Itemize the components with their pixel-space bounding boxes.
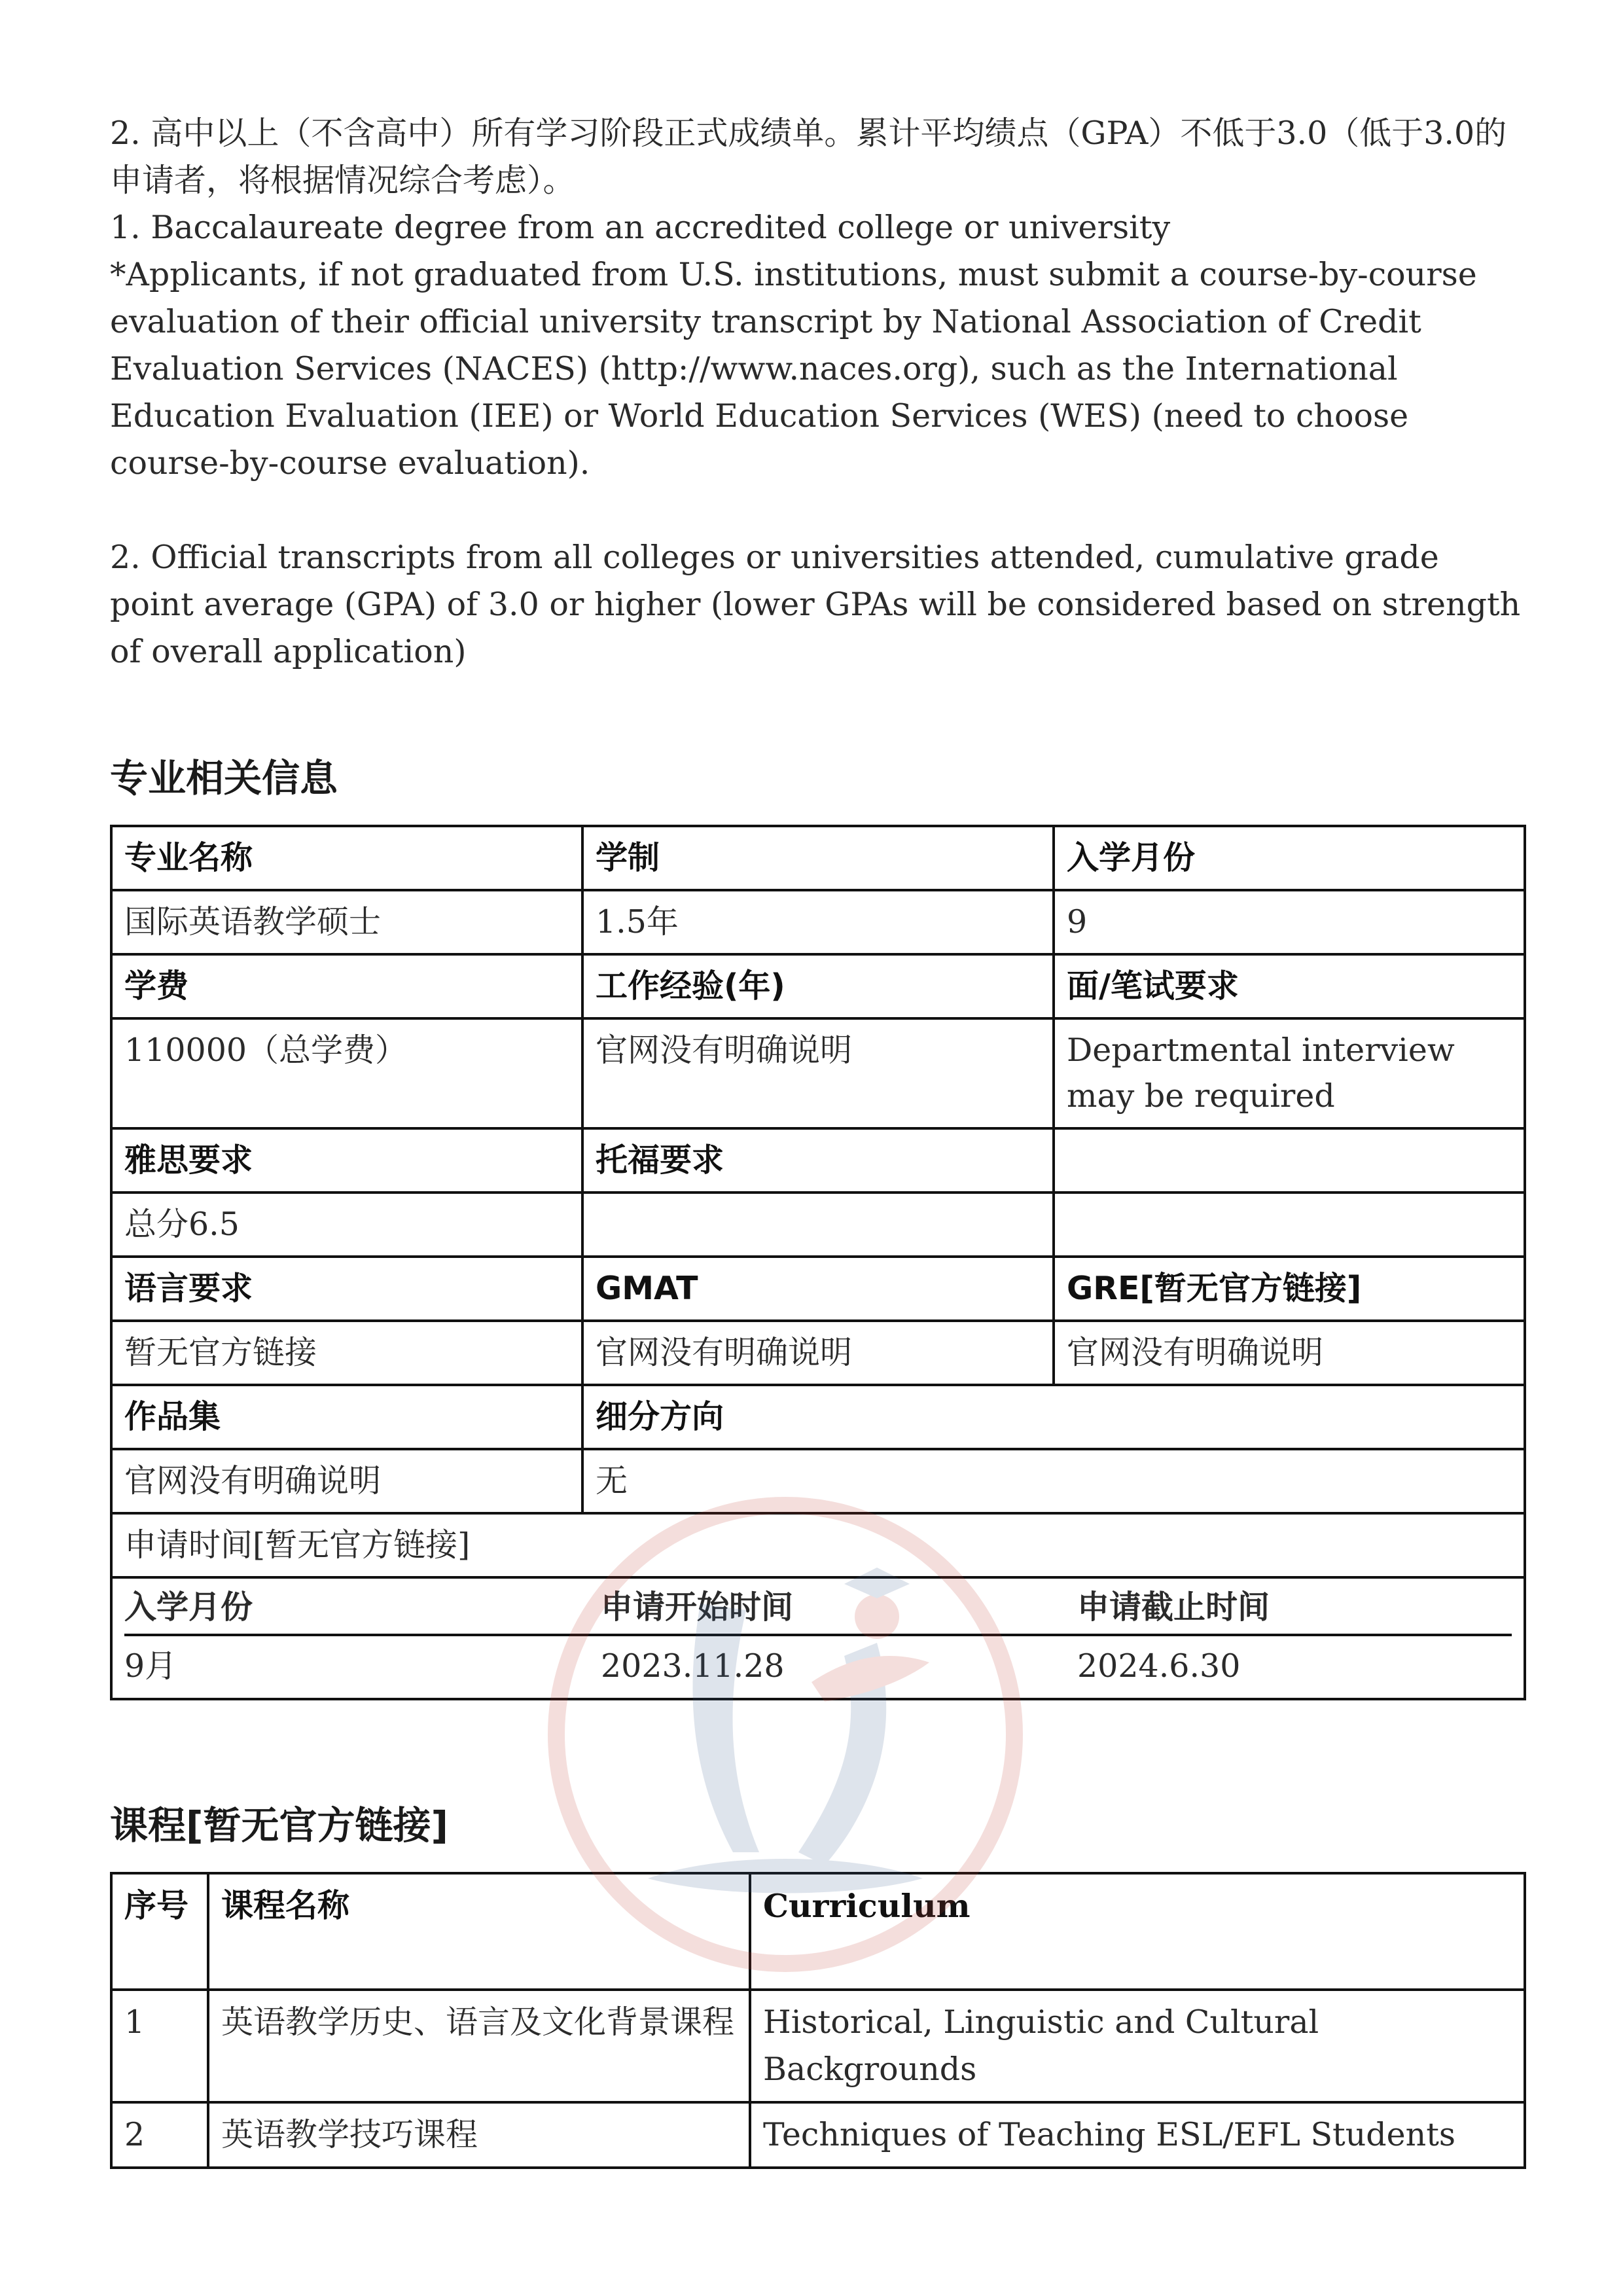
value-subdirection: 无	[582, 1449, 1525, 1513]
header-intake-month: 入学月份	[1054, 826, 1525, 890]
intro-line-1: 2. 高中以上（不含高中）所有学习阶段正式成绩单。累计平均绩点（GPA）不低于3.0（低于3.0的申请者，将根据情况综合考虑）。	[110, 115, 1507, 199]
value-intake-month: 9	[1054, 890, 1525, 954]
value-portfolio: 官网没有明确说明	[111, 1449, 582, 1513]
header-work-exp: 工作经验(年)	[582, 954, 1054, 1018]
document-page	[110, 110, 1524, 2169]
course-index: 1	[111, 1990, 208, 2102]
application-time-table	[124, 1587, 1512, 1687]
value-interview: Departmental interview may be required	[1054, 1018, 1525, 1128]
course-curriculum: Historical, Linguistic and Cultural Backgrounds	[750, 1990, 1525, 2102]
intro-line-3: *Applicants, if not graduated from U.S. institutions, must submit a course-by-course evaluation of their official university transcript by National Association of Credit Evaluation Services (NACES) (http://www.naces.org), such as the International Education Evaluation (IEE) or World Education Services (WES) (need to choose course-by-course evaluation).	[110, 256, 1477, 482]
app-header-intake: 入学月份	[124, 1587, 601, 1635]
value-work-exp: 官网没有明确说明	[582, 1018, 1054, 1128]
application-time-label: 申请时间[暂无官方链接]	[111, 1513, 1525, 1577]
course-name: 英语教学历史、语言及文化背景课程	[208, 1990, 750, 2102]
app-value-start: 2023.11.28	[601, 1647, 785, 1685]
table-row	[111, 2102, 1525, 2168]
app-header-start: 申请开始时间	[601, 1587, 1077, 1635]
header-subdirection: 细分方向	[582, 1385, 1525, 1449]
value-ielts: 总分6.5	[111, 1193, 582, 1257]
app-header-deadline: 申请截止时间	[1077, 1587, 1512, 1635]
value-language: 暂无官方链接	[111, 1321, 582, 1385]
value-major-name: 国际英语教学硕士	[111, 890, 582, 954]
value-gre: 官网没有明确说明	[1054, 1321, 1525, 1385]
header-toefl: 托福要求	[582, 1128, 1054, 1193]
application-time-cell	[111, 1577, 1525, 1699]
value-toefl	[582, 1193, 1054, 1257]
program-info-title: 专业相关信息	[110, 756, 338, 800]
header-tuition: 学费	[111, 954, 582, 1018]
header-duration: 学制	[582, 826, 1054, 890]
course-header-name: 课程名称	[208, 1873, 750, 1990]
courses-title: 课程[暂无官方链接]	[110, 1803, 449, 1848]
course-header-index: 序号	[111, 1873, 208, 1990]
intro-text	[110, 110, 1524, 675]
value-duration: 1.5年	[582, 890, 1054, 954]
course-curriculum: Techniques of Teaching ESL/EFL Students	[750, 2102, 1525, 2168]
intro-line-2: 1. Baccalaureate degree from an accredited college or university	[110, 209, 1171, 246]
program-info-table	[110, 825, 1526, 1700]
courses-table	[110, 1872, 1526, 2169]
header-language: 语言要求	[111, 1257, 582, 1321]
header-portfolio: 作品集	[111, 1385, 582, 1449]
header-major-name: 专业名称	[111, 826, 582, 890]
value-tuition: 110000（总学费）	[111, 1018, 582, 1128]
course-header-curriculum: Curriculum	[750, 1873, 1525, 1990]
course-index: 2	[111, 2102, 208, 2168]
empty-cell-1	[1054, 1128, 1525, 1193]
course-name: 英语教学技巧课程	[208, 2102, 750, 2168]
empty-cell-2	[1054, 1193, 1525, 1257]
header-gmat: GMAT	[582, 1257, 1054, 1321]
app-value-intake: 9月	[124, 1647, 177, 1685]
header-gre: GRE[暂无官方链接]	[1054, 1257, 1525, 1321]
value-gmat: 官网没有明确说明	[582, 1321, 1054, 1385]
table-row	[111, 1990, 1525, 2102]
header-interview: 面/笔试要求	[1054, 954, 1525, 1018]
intro-line-4: 2. Official transcripts from all colleges or universities attended, cumulative grade point average (GPA) of 3.0 or higher (lower GPAs will be considered based on strength of overall application)	[110, 539, 1521, 670]
header-ielts: 雅思要求	[111, 1128, 582, 1193]
app-value-deadline: 2024.6.30	[1077, 1647, 1241, 1685]
